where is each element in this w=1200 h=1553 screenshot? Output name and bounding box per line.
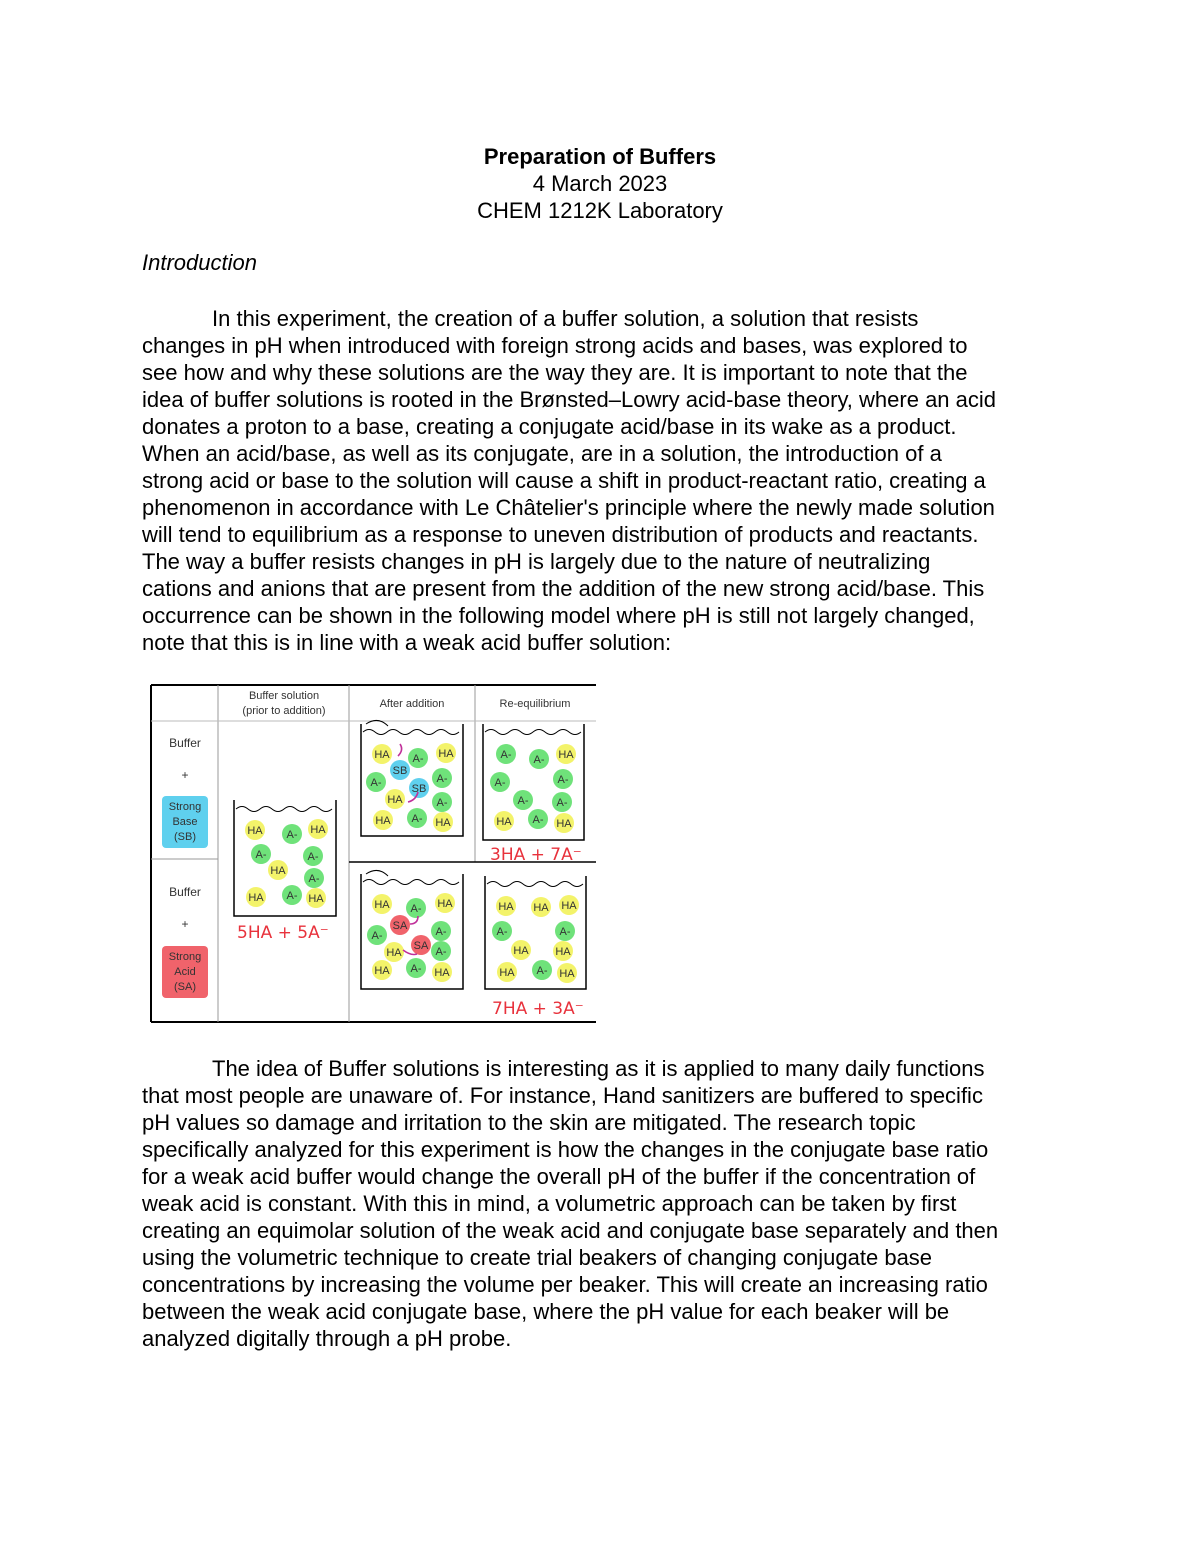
acid-particle-label: HA — [387, 794, 403, 806]
acid-particle-label: HA — [561, 900, 577, 912]
text-line: see how and why these solutions are the way they are. It is important to note that the — [142, 360, 968, 385]
text-line: for a weak acid buffer would change the overall pH of the buffer if the concentration of — [142, 1164, 976, 1189]
text-line: concentrations by increasing the volume per beaker. This will create an increasing ratio — [142, 1272, 988, 1297]
intro-paragraph — [142, 305, 1072, 656]
text-line: phenomenon in accordance with Le Châtelier's principle where the newly made solution — [142, 495, 995, 520]
acid-particle-label: HA — [308, 893, 324, 905]
acid-particle-label: HA — [533, 902, 549, 914]
text-line: specifically analyzed for this experiment is how the changes in the conjugate base ratio — [142, 1137, 989, 1162]
acid-particle-label: HA — [375, 815, 391, 827]
acid-particle-label: HA — [438, 748, 454, 760]
text-line: will tend to equilibrium as a response to uneven distribution of products and reactants. — [142, 522, 979, 547]
base-particle-label: A- — [307, 851, 319, 863]
row-label: Acid — [174, 966, 196, 978]
column-header: After addition — [379, 698, 445, 710]
row-label: (SA) — [174, 981, 196, 993]
document-date: 4 March 2023 — [532, 171, 668, 196]
ratio-annotation-initial: 5HA + 5A⁻ — [237, 923, 329, 943]
strong-base-particle-label: SB — [392, 765, 408, 777]
base-particle-label: A- — [308, 873, 320, 885]
ratio-annotation-after-acid: 7HA + 3A⁻ — [492, 999, 584, 1019]
column-header: Re-equilibrium — [499, 698, 571, 710]
text-line: cations and anions that are present from the addition of the new strong acid/base. This — [142, 576, 985, 601]
course-name: CHEM 1212K Laboratory — [477, 198, 723, 223]
text-line: occurrence can be shown in the following model where pH is still not largely changed, — [142, 603, 975, 628]
text-line: weak acid is constant. With this in mind, a volumetric approach can be taken by first — [142, 1191, 957, 1216]
base-particle-label: A- — [533, 754, 545, 766]
strong-acid-particle-label: SA — [413, 940, 429, 952]
acid-particle-label: HA — [513, 945, 529, 957]
acid-particle-label: HA — [374, 965, 390, 977]
acid-particle-label: HA — [270, 865, 286, 877]
text-line: strong acid or base to the solution will cause a shift in product-reactant ratio, creating a — [142, 468, 986, 493]
text-line: The way a buffer resists changes in pH is largely due to the nature of neutralizing — [142, 549, 931, 574]
base-particle-label: A- — [410, 903, 422, 915]
row-label: (SB) — [174, 831, 196, 843]
base-particle-label: A- — [532, 814, 544, 826]
base-particle-label: A- — [496, 926, 508, 938]
acid-particle-label: HA — [386, 947, 402, 959]
row-label: Strong — [168, 951, 202, 963]
row-label: Strong — [168, 801, 202, 813]
text-line: analyzed digitally through a pH probe. — [142, 1326, 512, 1351]
acid-particle-label: HA — [247, 825, 263, 837]
base-particle-label: A- — [410, 963, 422, 975]
row-label: Buffer — [169, 885, 201, 899]
acid-particle-label: HA — [435, 817, 451, 829]
text-line: changes in pH when introduced with foreign strong acids and bases, was explored to — [142, 333, 968, 358]
row-label: + — [181, 917, 189, 931]
base-particle-label: A- — [435, 926, 447, 938]
base-particle-label: A- — [412, 753, 424, 765]
acid-particle-label: HA — [496, 816, 512, 828]
acid-particle-label: HA — [374, 899, 390, 911]
text-line: pH values so damage and irritation to the skin are mitigated. The research topic — [142, 1110, 916, 1135]
acid-particle-label: HA — [498, 901, 514, 913]
text-line: In this experiment, the creation of a buffer solution, a solution that resists — [212, 306, 919, 331]
base-particle-label: A- — [494, 777, 506, 789]
base-particle-label: A- — [500, 749, 512, 761]
acid-particle-label: HA — [434, 967, 450, 979]
strong-base-particle-label: SB — [411, 783, 427, 795]
buffer-model-diagram — [150, 684, 598, 1026]
acid-particle-label: HA — [559, 968, 575, 980]
base-particle-label: A- — [556, 797, 568, 809]
base-particle-label: A- — [436, 773, 448, 785]
text-line: When an acid/base, as well as its conjugate, are in a solution, the introduction of a — [142, 441, 942, 466]
column-header: Buffer solution — [248, 690, 320, 702]
base-particle-label: A- — [255, 849, 267, 861]
document-title: Preparation of Buffers — [483, 144, 717, 169]
acid-particle-label: HA — [374, 749, 390, 761]
text-line: creating an equimolar solution of the weak acid and conjugate base separately and then — [142, 1218, 999, 1243]
text-line: using the volumetric technique to create trial beakers of changing conjugate base — [142, 1245, 933, 1270]
base-particle-label: A- — [411, 813, 423, 825]
acid-particle-label: HA — [437, 898, 453, 910]
research-paragraph — [142, 1055, 1072, 1352]
row-label: Buffer — [169, 736, 201, 750]
base-particle-label: A- — [435, 946, 447, 958]
base-particle-label: A- — [370, 777, 382, 789]
base-particle-label: A- — [517, 795, 529, 807]
acid-particle-label: HA — [556, 818, 572, 830]
text-line: between the weak acid conjugate base, where the pH value for each beaker will be — [142, 1299, 950, 1324]
column-header: (prior to addition) — [242, 705, 326, 717]
base-particle-label: A- — [286, 890, 298, 902]
section-heading: Introduction — [142, 250, 257, 275]
acid-particle-label: HA — [248, 892, 264, 904]
row-label: + — [181, 768, 189, 782]
buffer-model-figure — [150, 684, 598, 1026]
acid-particle-label: HA — [310, 824, 326, 836]
base-particle-label: A- — [536, 965, 548, 977]
base-particle-label: A- — [371, 930, 383, 942]
text-line: note that this is in line with a weak acid buffer solution: — [142, 630, 672, 655]
base-particle-label: A- — [559, 926, 571, 938]
base-particle-label: A- — [286, 829, 298, 841]
base-particle-label: A- — [436, 797, 448, 809]
acid-particle-label: HA — [499, 967, 515, 979]
text-line: idea of buffer solutions is rooted in the Brønsted–Lowry acid-base theory, where an acid — [142, 387, 997, 412]
strong-acid-particle-label: SA — [392, 920, 408, 932]
text-line: The idea of Buffer solutions is interesting as it is applied to many daily functions — [212, 1056, 985, 1081]
ratio-annotation-after-base: 3HA + 7A⁻ — [490, 845, 582, 865]
row-label: Base — [172, 816, 198, 828]
acid-particle-label: HA — [555, 946, 571, 958]
acid-particle-label: HA — [558, 749, 574, 761]
base-particle-label: A- — [557, 774, 569, 786]
text-line: donates a proton to a base, creating a conjugate acid/base in its wake as a product. — [142, 414, 957, 439]
text-line: that most people are unaware of. For instance, Hand sanitizers are buffered to specific — [142, 1083, 983, 1108]
